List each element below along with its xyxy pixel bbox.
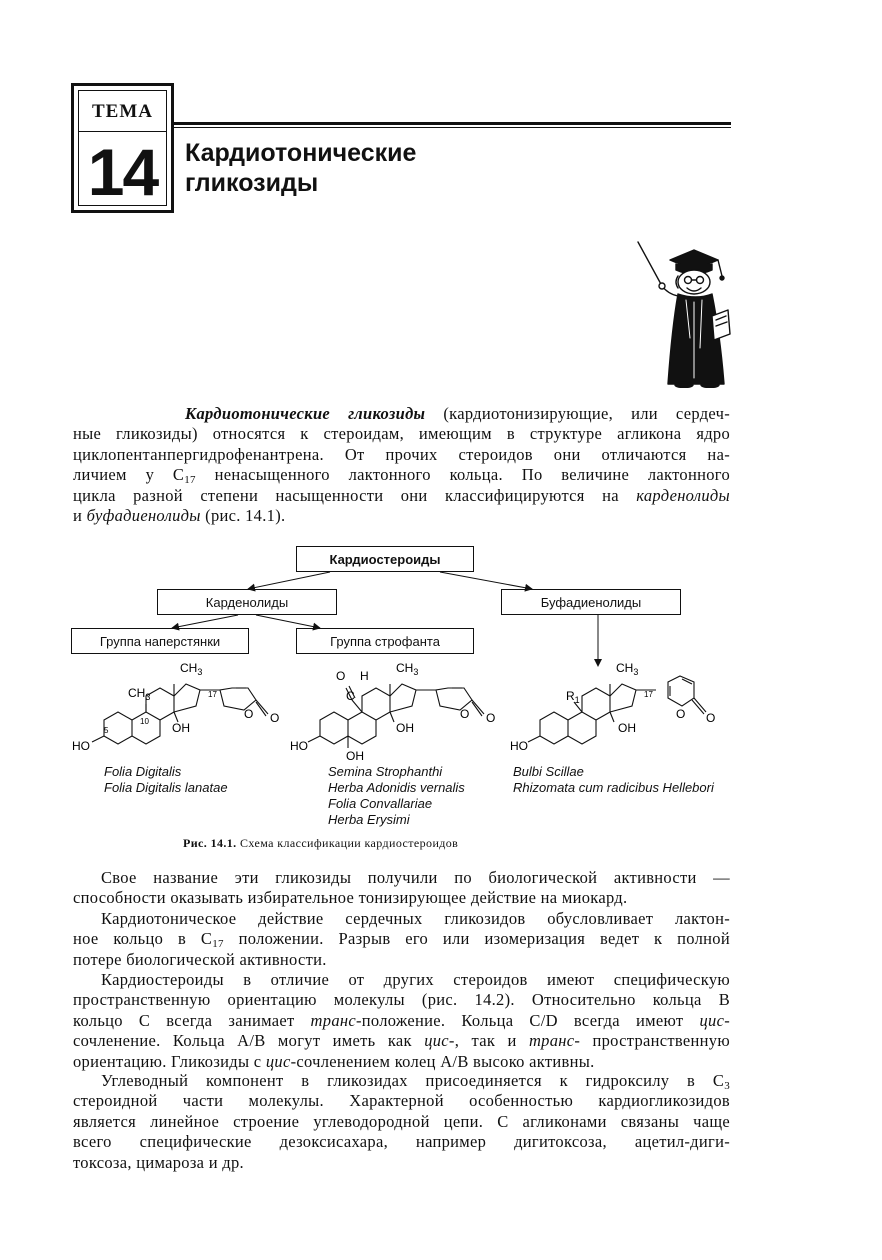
p4-line-1-a: Углеводный компонент в гликозидах присоединяется к гидроксилу в С <box>101 1071 725 1090</box>
drug-item: Herba Erysimi <box>328 812 410 827</box>
topic-number: 14 <box>87 135 158 209</box>
p3-line-3-a: кольцо С всегда занимает <box>73 1010 311 1030</box>
paragraph-3 <box>73 970 730 1072</box>
s2-ho: HO <box>290 739 308 753</box>
paragraph-4 <box>73 1071 730 1173</box>
p3-cis-term-2: цис <box>424 1031 449 1051</box>
s3-carbonyl-o: O <box>706 711 716 725</box>
figure-caption <box>183 836 458 851</box>
scheme-bufadienolides-box: Буфадиенолиды <box>501 589 681 615</box>
p2-line-3: потере биологической активности. <box>73 949 327 969</box>
header-rule-thin <box>174 127 731 128</box>
arrow-cardenolides-to-digitalis <box>172 615 238 628</box>
drug-item: Folia Digitalis lanatae <box>104 780 228 795</box>
structure-digitalis <box>72 661 279 753</box>
scheme-digitalis-group-box: Группа наперстянки <box>71 628 249 654</box>
p2-c17-sub: 17 <box>212 938 224 951</box>
intro-line-1-rest: (кардиотонизирующие, или сердеч- <box>425 404 730 423</box>
intro-line-4-b: ненасыщенного лактонного кольца. По величине лактонного <box>195 465 731 485</box>
p3-line-4 <box>73 1031 730 1051</box>
s2-oh-14: OH <box>396 721 414 735</box>
intro-cardenolides-term: карденолиды <box>636 485 730 505</box>
p4-line-1 <box>73 1071 730 1091</box>
p3-line-1: Кардиостероиды в отличие от других стероидов имеют специфическую <box>101 970 730 989</box>
p3-line-3 <box>73 1011 730 1031</box>
chapter-title <box>185 138 416 198</box>
p3-line-5-a: ориентацию. Гликозиды с <box>73 1051 266 1071</box>
arrow-root-to-bufadienolides <box>440 572 532 589</box>
scheme-cardenolides-box: Карденолиды <box>157 589 337 615</box>
s1-n5: 5 <box>104 726 109 735</box>
structure-bufadienolide <box>510 661 715 753</box>
intro-line-1 <box>73 404 730 424</box>
structure-strophanthus <box>290 661 495 763</box>
s2-aldehyde-c: C <box>346 689 355 703</box>
s3-ring-o: O <box>676 707 686 721</box>
s1-oh: OH <box>172 721 190 735</box>
chapter-title-line-2: гликозиды <box>185 169 319 197</box>
s2-ch3: $CH_3$ <box>396 661 419 677</box>
p4-line-5: токсоза, цимароза и др. <box>73 1152 244 1172</box>
p3-trans-term: транс <box>310 1010 356 1030</box>
intro-c17-sub: 17 <box>184 474 196 487</box>
p2-line-2 <box>73 929 730 949</box>
s1-carbonyl-o: O <box>270 711 280 725</box>
drug-list-strophanthus <box>328 764 465 828</box>
intro-bufadienolides-term: буфадиенолиды <box>86 506 201 526</box>
p3-line-5-b: -сочленением колец А/В высоко активны. <box>290 1051 595 1071</box>
drug-item: Folia Convallariae <box>328 796 433 811</box>
intro-line-5 <box>73 486 730 506</box>
s3-ho: HO <box>510 739 528 753</box>
topic-badge-divider <box>79 131 166 132</box>
intro-line-4 <box>73 465 730 485</box>
intro-line-3: циклопентанпергидрофенантрена. От прочих стероидов они отличаются на- <box>73 444 730 464</box>
drug-item: Rhizomata cum radicibus Hellebori <box>513 780 714 795</box>
s2-oh-5: OH <box>346 749 364 763</box>
topic-badge <box>71 83 174 213</box>
paragraph-2 <box>73 909 730 970</box>
p4-line-3: является линейное строение углеводородной цепи. С агликонами связаны чаще <box>73 1111 730 1131</box>
p3-line-4-a: сочленение. Кольца А/В могут иметь как <box>73 1031 425 1051</box>
scheme-root-box: Кардиостероиды <box>296 546 474 572</box>
p3-line-3-b: -положение. Кольца С/D всегда имеют <box>355 1010 700 1030</box>
s2-ring-o: O <box>460 707 470 721</box>
p4-line-2: стероидной части молекулы. Характерной особенностью кардиогликозидов <box>73 1091 730 1111</box>
scheme-arrows <box>172 572 598 666</box>
drug-item: Folia Digitalis <box>104 764 182 779</box>
header-rule-thick <box>174 122 731 125</box>
figure-caption-text: Схема классификации кардиостероидов <box>236 836 459 850</box>
p3-trans-term-2: транс <box>528 1031 575 1051</box>
s3-oh: OH <box>618 721 636 735</box>
intro-paragraph <box>73 404 730 526</box>
s3-r1: $R_1$ <box>566 689 580 705</box>
p3-line-3-c: - <box>724 1010 730 1030</box>
arrow-cardenolides-to-strophanthus <box>256 615 320 628</box>
intro-line-6-a: и <box>73 506 87 526</box>
p1-line-2: способности оказывать избирательное тонизирующее действие на миокард. <box>73 888 628 908</box>
intro-line-6-b: (рис. 14.1). <box>200 506 286 526</box>
drug-list-bufadienolides <box>513 764 714 796</box>
p2-line-1: Кардиотоническое действие сердечных гликозидов обусловливает лактон- <box>101 909 730 928</box>
p3-line-5 <box>73 1052 730 1072</box>
p2-line-2-b: положении. Разрыв его или изомеризация ведет к полной <box>223 929 730 949</box>
intro-line-2: ные гликозиды) относятся к стероидам, имеющим в структуре агликона ядро <box>73 424 730 444</box>
s2-carbonyl-o: O <box>486 711 496 725</box>
p1-line-1: Свое название эти гликозиды получили по биологической активности — <box>101 868 730 887</box>
professor-illustration <box>632 238 736 388</box>
p4-c3-sub: 3 <box>724 1080 730 1092</box>
scheme-diagram <box>0 540 882 770</box>
p3-line-2: пространственную ориентацию молекулы (рис. 14.2). Относительно кольца В <box>73 990 730 1010</box>
topic-label: ТЕМА <box>92 101 153 122</box>
s1-n10: 10 <box>140 717 149 726</box>
p3-cis-term-3: цис <box>265 1051 291 1071</box>
p3-line-4-b: -, так и <box>448 1031 529 1051</box>
intro-term: Кардиотонические гликозиды <box>185 404 426 423</box>
topic-badge-inner-frame <box>78 90 167 209</box>
s1-ho: HO <box>72 739 90 753</box>
s1-ring-o: O <box>244 707 254 721</box>
s1-ch3: $CH_3$ <box>180 661 203 677</box>
p3-cis-term: цис <box>699 1010 725 1030</box>
s2-aldehyde-h: H <box>360 669 369 683</box>
drug-item: Herba Adonidis vernalis <box>328 780 465 795</box>
s2-aldehyde-o: O <box>336 669 346 683</box>
p2-line-2-a: ное кольцо в С <box>73 929 213 949</box>
scheme-strophanthus-group-box: Группа строфанта <box>296 628 474 654</box>
s1-ch3-b: $CH_3$ <box>128 686 151 702</box>
p3-line-4-c: - пространственную <box>574 1031 730 1051</box>
p4-line-4: всего специфические дезоксисахара, например дигитоксоза, ацетил-диги- <box>73 1132 730 1152</box>
s1-n17: 17 <box>208 690 217 699</box>
figure-caption-label: Рис. 14.1. <box>183 836 237 850</box>
intro-line-6 <box>73 506 730 526</box>
drug-item: Bulbi Scillae <box>513 764 584 779</box>
drug-item: Semina Strophanthi <box>328 764 443 779</box>
s3-ch3: $CH_3$ <box>616 661 639 677</box>
s3-n17: 17 <box>644 690 653 699</box>
intro-line-4-a: личием у С <box>73 465 185 485</box>
intro-line-5-a: цикла разной степени насыщенности они классифицируются на <box>73 485 637 505</box>
drug-list-digitalis <box>104 764 228 796</box>
arrow-root-to-cardenolides <box>248 572 330 589</box>
chapter-title-line-1: Кардиотонические <box>185 139 417 167</box>
paragraph-1 <box>73 868 730 909</box>
